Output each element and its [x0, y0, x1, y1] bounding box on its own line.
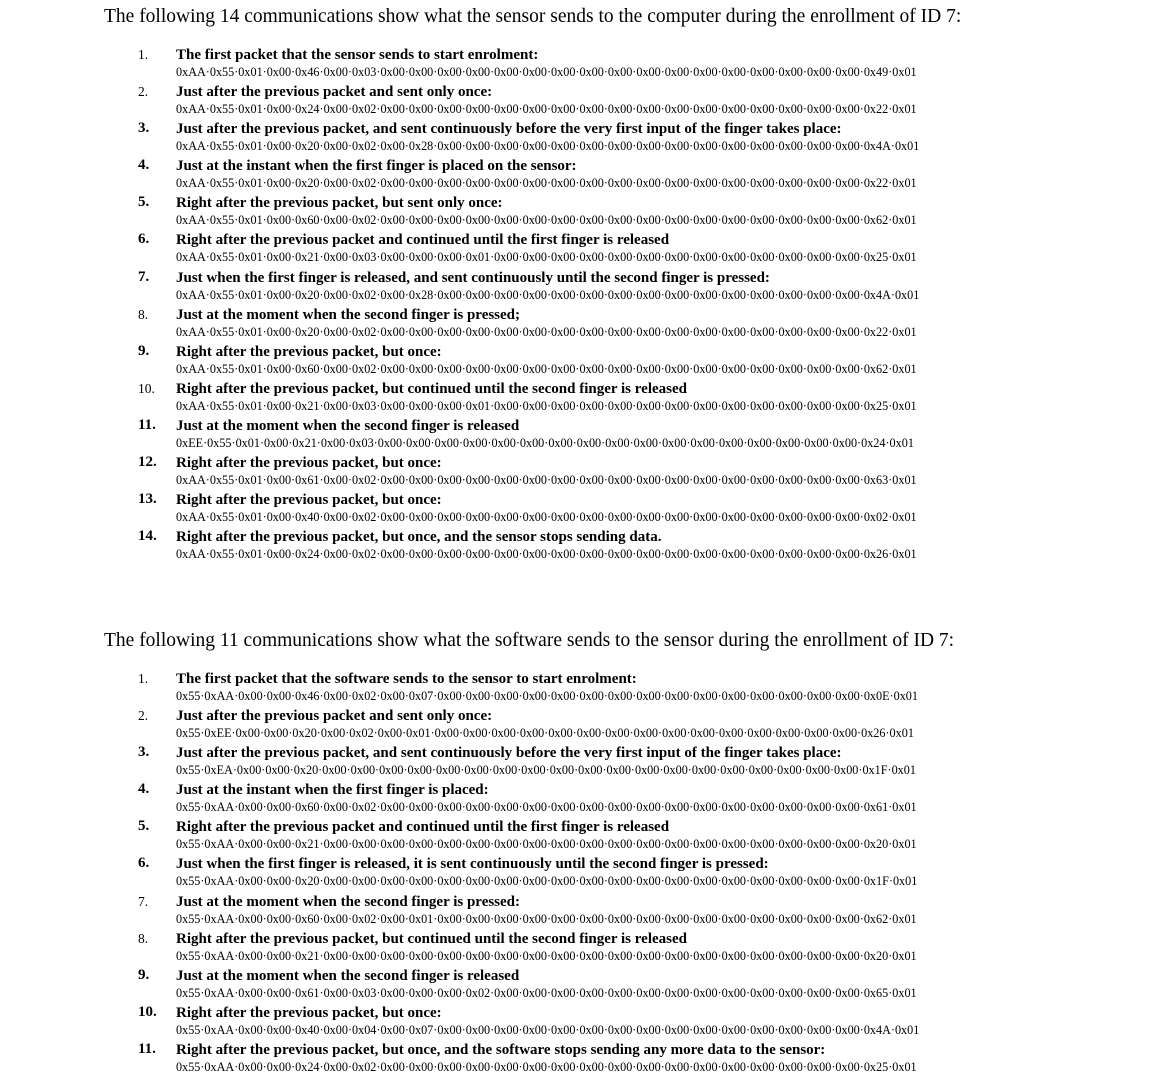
list-item	[0, 455, 1168, 492]
packet-bytes: 0x55·0xAA·0x00·0x00·0x21·0x00·0x00·0x00·0x00·0x00·0x00·0x00·0x00·0x00·0x00·0x00·0x00·0x00·0x00·0x00·0x00·0x00·0x00·0x00·0x20·0x01	[176, 837, 917, 852]
list-item	[0, 968, 1168, 1005]
item-number: 14.	[138, 528, 157, 545]
item-number: 11.	[138, 416, 156, 433]
list-item	[0, 418, 1168, 455]
item-number: 6.	[138, 855, 150, 872]
item-description: The first packet that the software sends to the sensor to start enrolment:	[176, 671, 637, 687]
packet-bytes: 0xAA·0x55·0x01·0x00·0x21·0x00·0x03·0x00·0x00·0x00·0x01·0x00·0x00·0x00·0x00·0x00·0x00·0x00·0x00·0x00·0x00·0x00·0x00·0x00·0x25·0x01	[176, 250, 917, 265]
item-number: 10.	[138, 1003, 157, 1020]
list-item	[0, 1005, 1168, 1042]
packet-bytes: 0xAA·0x55·0x01·0x00·0x24·0x00·0x02·0x00·0x00·0x00·0x00·0x00·0x00·0x00·0x00·0x00·0x00·0x00·0x00·0x00·0x00·0x00·0x00·0x00·0x26·0x01	[176, 547, 917, 562]
item-description: Just at the moment when the second finger is released	[176, 417, 520, 434]
list-item	[0, 1042, 1168, 1079]
packet-bytes: 0xAA·0x55·0x01·0x00·0x20·0x00·0x02·0x00·0x00·0x00·0x00·0x00·0x00·0x00·0x00·0x00·0x00·0x00·0x00·0x00·0x00·0x00·0x00·0x00·0x22·0x01	[176, 324, 917, 339]
item-description: Right after the previous packet, but once:	[176, 1004, 442, 1021]
packet-bytes: 0x55·0xAA·0x00·0x00·0x46·0x00·0x02·0x00·0x07·0x00·0x00·0x00·0x00·0x00·0x00·0x00·0x00·0x00·0x00·0x00·0x00·0x00·0x00·0x00·0x0E·0x01	[176, 689, 918, 703]
item-number: 2.	[138, 708, 149, 724]
packet-bytes: 0x55·0xAA·0x00·0x00·0x61·0x00·0x03·0x00·0x00·0x00·0x02·0x00·0x00·0x00·0x00·0x00·0x00·0x00·0x00·0x00·0x00·0x00·0x00·0x00·0x65·0x01	[176, 985, 917, 1000]
list-item	[0, 84, 1168, 121]
item-number: 11.	[138, 1040, 156, 1057]
list-item	[0, 671, 1168, 708]
item-number: 12.	[138, 454, 157, 471]
list-item	[0, 232, 1168, 269]
item-description: Just at the instant when the first finger is placed:	[176, 782, 489, 799]
item-number: 3.	[138, 120, 150, 137]
item-description: The first packet that the sensor sends to start enrolment:	[176, 47, 539, 63]
item-description: Just at the instant when the first finger is placed on the sensor:	[176, 158, 577, 175]
packet-bytes: 0xAA·0x55·0x01·0x00·0x40·0x00·0x02·0x00·0x00·0x00·0x00·0x00·0x00·0x00·0x00·0x00·0x00·0x00·0x00·0x00·0x00·0x00·0x00·0x00·0x02·0x01	[176, 510, 917, 525]
item-description: Just at the moment when the second finger is released	[176, 967, 520, 984]
item-description: Just after the previous packet and sent only once:	[176, 708, 493, 725]
packet-bytes: 0xAA·0x55·0x01·0x00·0x20·0x00·0x02·0x00·0x28·0x00·0x00·0x00·0x00·0x00·0x00·0x00·0x00·0x00·0x00·0x00·0x00·0x00·0x00·0x00·0x4A·0x01	[176, 287, 920, 302]
item-number: 1.	[138, 47, 149, 62]
list-item	[0, 931, 1168, 968]
packet-bytes: 0x55·0xAA·0x00·0x00·0x24·0x00·0x02·0x00·0x00·0x00·0x00·0x00·0x00·0x00·0x00·0x00·0x00·0x00·0x00·0x00·0x00·0x00·0x00·0x00·0x25·0x01	[176, 1059, 917, 1074]
list-item	[0, 344, 1168, 381]
packet-bytes: 0xAA·0x55·0x01·0x00·0x21·0x00·0x03·0x00·0x00·0x00·0x01·0x00·0x00·0x00·0x00·0x00·0x00·0x00·0x00·0x00·0x00·0x00·0x00·0x00·0x25·0x01	[176, 398, 917, 413]
item-description: Right after the previous packet and continued until the first finger is released	[176, 232, 670, 249]
packet-bytes: 0xAA·0x55·0x01·0x00·0x61·0x00·0x02·0x00·0x00·0x00·0x00·0x00·0x00·0x00·0x00·0x00·0x00·0x00·0x00·0x00·0x00·0x00·0x00·0x00·0x63·0x01	[176, 473, 917, 488]
item-description: Right after the previous packet, but sent only once:	[176, 195, 503, 212]
list-item	[0, 745, 1168, 782]
list-item	[0, 307, 1168, 344]
item-number: 7.	[138, 268, 150, 285]
packet-bytes: 0x55·0xAA·0x00·0x00·0x60·0x00·0x02·0x00·0x01·0x00·0x00·0x00·0x00·0x00·0x00·0x00·0x00·0x00·0x00·0x00·0x00·0x00·0x00·0x00·0x62·0x01	[176, 911, 917, 926]
item-number: 7.	[138, 893, 149, 909]
item-description: Right after the previous packet, but once, and the software stops sending any more data to the sensor:	[176, 1041, 826, 1058]
item-description: Just when the first finger is released, and sent continuously until the second finger is pressed:	[176, 269, 770, 286]
list-item	[0, 782, 1168, 819]
list-item	[0, 856, 1168, 893]
item-number: 1.	[138, 671, 149, 686]
item-description: Just after the previous packet, and sent continuously before the very first input of the finger takes place:	[176, 745, 842, 762]
list-item	[0, 195, 1168, 232]
list-item	[0, 819, 1168, 856]
packet-bytes: 0xAA·0x55·0x01·0x00·0x20·0x00·0x02·0x00·0x00·0x00·0x00·0x00·0x00·0x00·0x00·0x00·0x00·0x00·0x00·0x00·0x00·0x00·0x00·0x00·0x22·0x01	[176, 176, 917, 191]
list-item	[0, 158, 1168, 195]
item-number: 10.	[138, 380, 155, 396]
list-item	[0, 492, 1168, 529]
software-section-heading: The following 11 communications show what the software sends to the sensor during the enrollment of ID 7:	[104, 630, 955, 651]
packet-bytes: 0xAA·0x55·0x01·0x00·0x46·0x00·0x03·0x00·0x00·0x00·0x00·0x00·0x00·0x00·0x00·0x00·0x00·0x00·0x00·0x00·0x00·0x00·0x00·0x00·0x49·0x01	[176, 65, 917, 79]
packet-bytes: 0xAA·0x55·0x01·0x00·0x20·0x00·0x02·0x00·0x28·0x00·0x00·0x00·0x00·0x00·0x00·0x00·0x00·0x00·0x00·0x00·0x00·0x00·0x00·0x00·0x4A·0x01	[176, 139, 920, 154]
item-number: 3.	[138, 744, 150, 761]
packet-bytes: 0x55·0xAA·0x00·0x00·0x21·0x00·0x00·0x00·0x00·0x00·0x00·0x00·0x00·0x00·0x00·0x00·0x00·0x00·0x00·0x00·0x00·0x00·0x00·0x00·0x20·0x01	[176, 948, 917, 963]
item-description: Right after the previous packet, but once:	[176, 343, 442, 360]
item-number: 4.	[138, 157, 150, 174]
packet-bytes: 0x55·0xEE·0x00·0x00·0x20·0x00·0x02·0x00·0x01·0x00·0x00·0x00·0x00·0x00·0x00·0x00·0x00·0x00·0x00·0x00·0x00·0x00·0x00·0x00·0x26·0x01	[176, 726, 914, 741]
item-number: 8.	[138, 930, 149, 946]
list-item	[0, 381, 1168, 418]
packet-bytes: 0x55·0xAA·0x00·0x00·0x60·0x00·0x02·0x00·0x00·0x00·0x00·0x00·0x00·0x00·0x00·0x00·0x00·0x00·0x00·0x00·0x00·0x00·0x00·0x00·0x61·0x01	[176, 800, 917, 815]
item-number: 9.	[138, 966, 150, 983]
item-description: Right after the previous packet, but once:	[176, 492, 442, 509]
software-packet-list	[0, 671, 1168, 1079]
item-number: 2.	[138, 84, 149, 100]
packet-bytes: 0xAA·0x55·0x01·0x00·0x24·0x00·0x02·0x00·0x00·0x00·0x00·0x00·0x00·0x00·0x00·0x00·0x00·0x00·0x00·0x00·0x00·0x00·0x00·0x00·0x22·0x01	[176, 102, 917, 117]
packet-bytes: 0x55·0xAA·0x00·0x00·0x20·0x00·0x00·0x00·0x00·0x00·0x00·0x00·0x00·0x00·0x00·0x00·0x00·0x00·0x00·0x00·0x00·0x00·0x00·0x00·0x1F·0x01	[176, 874, 918, 889]
packet-bytes: 0x55·0xAA·0x00·0x00·0x40·0x00·0x04·0x00·0x07·0x00·0x00·0x00·0x00·0x00·0x00·0x00·0x00·0x00·0x00·0x00·0x00·0x00·0x00·0x00·0x4A·0x01	[176, 1022, 920, 1037]
item-number: 5.	[138, 194, 150, 211]
item-number: 8.	[138, 306, 149, 322]
list-item	[0, 708, 1168, 745]
item-description: Right after the previous packet, but once:	[176, 455, 442, 472]
item-number: 4.	[138, 781, 150, 798]
item-description: Right after the previous packet and continued until the first finger is released	[176, 819, 670, 836]
item-description: Just after the previous packet and sent only once:	[176, 84, 493, 101]
item-description: Right after the previous packet, but continued until the second finger is released	[176, 930, 687, 947]
item-description: Right after the previous packet, but continued until the second finger is released	[176, 380, 687, 397]
list-item	[0, 121, 1168, 158]
packet-bytes: 0xAA·0x55·0x01·0x00·0x60·0x00·0x02·0x00·0x00·0x00·0x00·0x00·0x00·0x00·0x00·0x00·0x00·0x00·0x00·0x00·0x00·0x00·0x00·0x00·0x62·0x01	[176, 361, 917, 376]
item-number: 6.	[138, 231, 150, 248]
item-description: Right after the previous packet, but once, and the sensor stops sending data.	[176, 529, 662, 546]
item-number: 9.	[138, 342, 150, 359]
packet-bytes: 0xEE·0x55·0x01·0x00·0x21·0x00·0x03·0x00·0x00·0x00·0x00·0x00·0x00·0x00·0x00·0x00·0x00·0x00·0x00·0x00·0x00·0x00·0x00·0x00·0x24·0x01	[176, 435, 914, 450]
item-description: Just after the previous packet, and sent continuously before the very first input of the finger takes place:	[176, 121, 842, 138]
list-item	[0, 894, 1168, 931]
item-description: Just at the moment when the second finger is pressed;	[176, 306, 521, 323]
sensor-section-heading: The following 14 communications show what the sensor sends to the computer during the enrollment of ID 7:	[104, 6, 962, 27]
item-number: 13.	[138, 491, 157, 508]
packet-bytes: 0xAA·0x55·0x01·0x00·0x60·0x00·0x02·0x00·0x00·0x00·0x00·0x00·0x00·0x00·0x00·0x00·0x00·0x00·0x00·0x00·0x00·0x00·0x00·0x00·0x62·0x01	[176, 213, 917, 228]
sensor-packet-list	[0, 47, 1168, 566]
item-number: 5.	[138, 818, 150, 835]
item-description: Just when the first finger is released, it is sent continuously until the second finger is pressed:	[176, 856, 769, 873]
item-description: Just at the moment when the second finger is pressed:	[176, 893, 521, 910]
list-item	[0, 270, 1168, 307]
packet-bytes: 0x55·0xEA·0x00·0x00·0x20·0x00·0x00·0x00·0x00·0x00·0x00·0x00·0x00·0x00·0x00·0x00·0x00·0x00·0x00·0x00·0x00·0x00·0x00·0x00·0x1F·0x01	[176, 763, 916, 778]
list-item	[0, 529, 1168, 566]
list-item	[0, 47, 1168, 84]
